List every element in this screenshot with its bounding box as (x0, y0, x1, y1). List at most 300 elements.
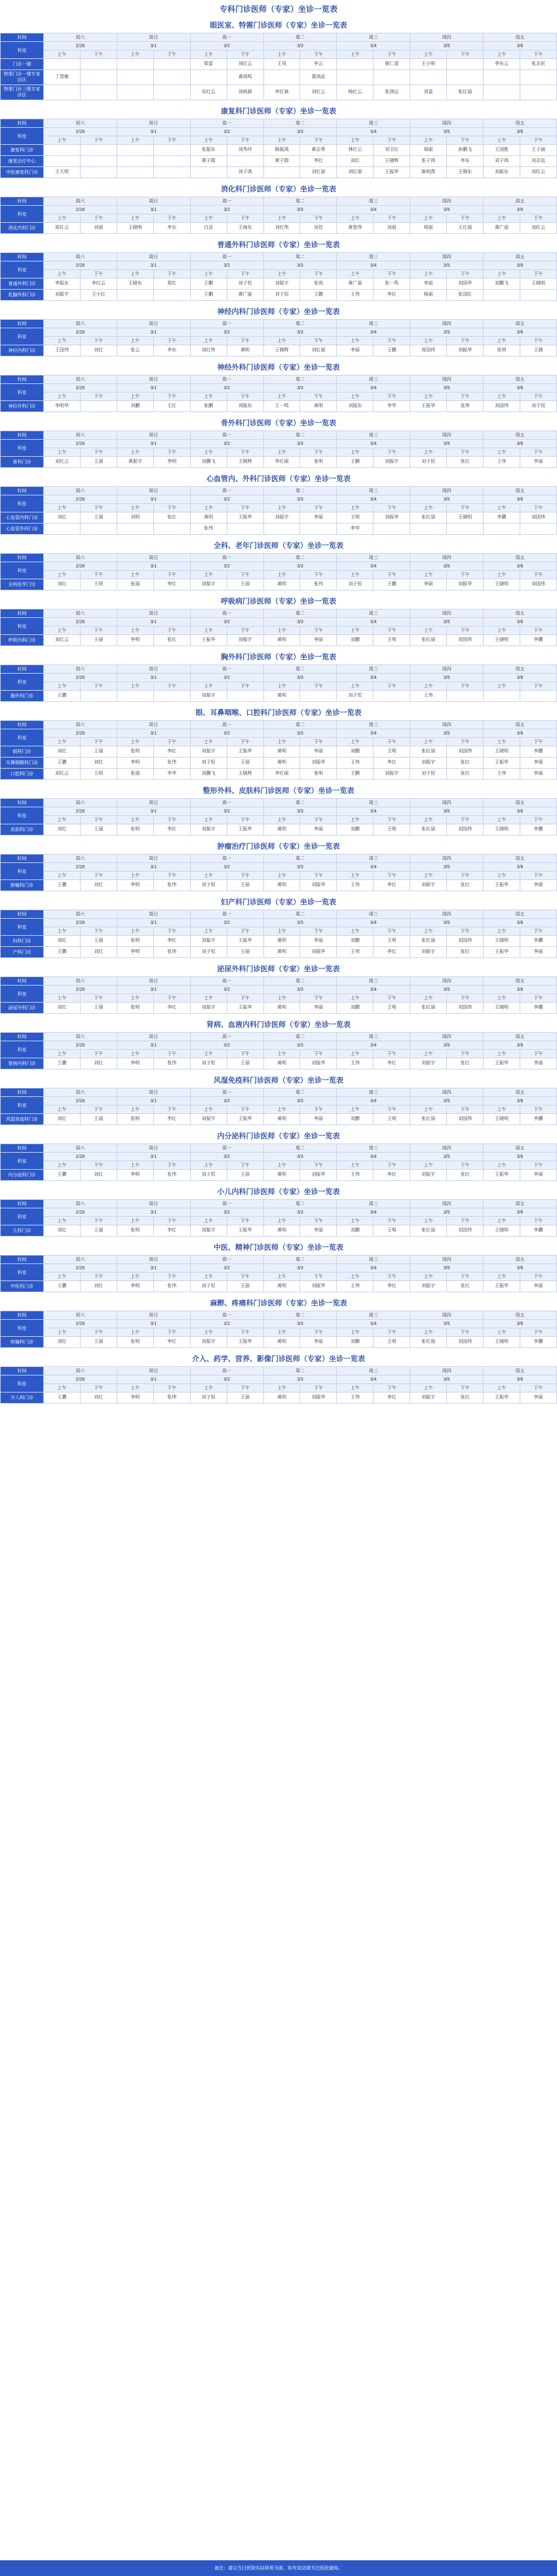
doctor-name[interactable]: 李丽 (533, 883, 543, 887)
doctor-name[interactable]: 李丽 (313, 827, 323, 832)
doctor-name[interactable]: 张云 (130, 348, 140, 353)
doctor-name[interactable]: 李东 (167, 225, 177, 230)
doctor-name[interactable]: 刘振宇 (421, 760, 436, 765)
doctor-name[interactable]: 张明 (130, 938, 140, 943)
doctor-name[interactable]: 王丽 (240, 883, 250, 887)
doctor-name[interactable]: 李红 (167, 938, 177, 943)
doctor-name[interactable]: 刘红丽 (348, 170, 362, 174)
doctor-name[interactable]: 胡丽 (423, 147, 433, 152)
doctor-name[interactable]: 张红 (460, 1172, 470, 1177)
doctor-name[interactable]: 刘红 (57, 1228, 67, 1233)
doctor-name[interactable]: 李鹏 (533, 1005, 543, 1010)
doctor-name[interactable]: 刘红云 (311, 90, 326, 94)
doctor-name[interactable]: 张红丽 (421, 1005, 436, 1010)
doctor-name[interactable]: 刘振宇 (201, 749, 216, 754)
doctor-name[interactable]: 张红 (460, 1061, 470, 1066)
doctor-name[interactable]: 王明 (387, 827, 396, 832)
doctor-name[interactable]: 李丽 (313, 938, 323, 943)
doctor-name[interactable]: 王鹏 (57, 693, 67, 698)
doctor-name[interactable]: 张红 (460, 459, 470, 464)
doctor-name[interactable]: 张丽 (130, 771, 140, 776)
doctor-name[interactable]: 王丽 (94, 1005, 104, 1010)
doctor-name[interactable]: 李红 (387, 292, 396, 297)
doctor-name[interactable]: 刘红丽 (311, 170, 326, 174)
doctor-name[interactable]: 吴红云 (201, 90, 216, 94)
doctor-name[interactable]: 王晓明 (128, 225, 142, 230)
doctor-name[interactable]: 王晓明 (495, 1005, 509, 1010)
doctor-name[interactable]: 刘振宇 (201, 693, 216, 698)
doctor-name[interactable]: 李丽 (350, 348, 360, 353)
doctor-name[interactable]: 刘鹏飞 (495, 281, 509, 286)
doctor-name[interactable]: 李丽 (313, 638, 323, 642)
doctor-name[interactable]: 李丽 (533, 1061, 543, 1066)
doctor-name[interactable]: 王伟 (497, 771, 507, 776)
doctor-name[interactable]: 李鹏 (533, 1228, 543, 1233)
doctor-name[interactable]: 李丽 (313, 1228, 323, 1233)
doctor-name[interactable]: 李丽 (423, 281, 433, 286)
doctor-name[interactable]: 刘振宇 (421, 1061, 436, 1066)
doctor-name[interactable]: 刘振宇 (421, 1395, 436, 1400)
doctor-name[interactable]: 张鸿 (313, 281, 323, 286)
doctor-name[interactable]: 刘红 (94, 1284, 104, 1288)
doctor-name[interactable]: 李红云 (91, 281, 106, 286)
doctor-name[interactable]: 刘振宇 (385, 459, 399, 464)
doctor-name[interactable]: 王鹏 (57, 1172, 67, 1177)
doctor-name[interactable]: 李丽 (533, 1284, 543, 1288)
doctor-name[interactable]: 刘国伟 (458, 827, 472, 832)
doctor-name[interactable]: 刘子恒 (275, 292, 289, 297)
doctor-name[interactable]: 王振华 (238, 1228, 252, 1233)
doctor-name[interactable]: 李丽 (533, 1172, 543, 1177)
doctor-name[interactable]: 李明华 (54, 404, 69, 408)
doctor-name[interactable]: 刘振宇 (201, 582, 216, 586)
doctor-name[interactable]: 王振华 (238, 1005, 252, 1010)
doctor-name[interactable]: 王振华 (495, 950, 509, 954)
doctor-name[interactable]: 李红斌 (275, 90, 289, 94)
doctor-name[interactable]: 王小明 (421, 62, 436, 66)
doctor-name[interactable]: 王伟 (350, 292, 360, 297)
doctor-name[interactable]: 黄智伟 (348, 225, 362, 230)
doctor-name[interactable]: 王丽 (94, 515, 104, 520)
doctor-name[interactable]: 张子鸿 (421, 159, 436, 163)
doctor-name[interactable]: 刘国伟 (458, 638, 472, 642)
doctor-name[interactable]: 刘子恒 (201, 1061, 216, 1066)
doctor-name[interactable]: 李鹏 (533, 749, 543, 754)
doctor-name[interactable]: 张国红 (458, 292, 472, 297)
doctor-name[interactable]: 刘振华 (311, 1395, 326, 1400)
doctor-name[interactable]: 王振华 (238, 827, 252, 832)
doctor-name[interactable]: 李鹏 (497, 515, 507, 520)
doctor-name[interactable]: 刘红 (94, 1395, 104, 1400)
doctor-name[interactable]: 黄明 (277, 1228, 286, 1233)
doctor-name[interactable]: 王明 (387, 749, 396, 754)
doctor-name[interactable]: 王丽 (240, 1172, 250, 1177)
doctor-name[interactable]: 李明 (130, 760, 140, 765)
doctor-name[interactable]: 王鹏 (204, 292, 214, 297)
doctor-name[interactable]: 杨丽 (423, 292, 433, 297)
doctor-name[interactable]: 王鹏 (57, 883, 67, 887)
doctor-name[interactable]: 刘国伟 (495, 404, 509, 408)
doctor-name[interactable]: 李丽 (533, 760, 543, 765)
doctor-name[interactable]: 刘振华 (385, 515, 399, 520)
doctor-name[interactable]: 王丽 (94, 1117, 104, 1121)
doctor-name[interactable]: 刘红云 (54, 638, 69, 642)
doctor-name[interactable]: 王鹏 (387, 348, 396, 353)
doctor-name[interactable]: 张红 (460, 1284, 470, 1288)
doctor-name[interactable]: 王丽 (240, 1395, 250, 1400)
doctor-name[interactable]: 刘红 (94, 1172, 104, 1177)
doctor-name[interactable]: 王丽 (94, 459, 104, 464)
doctor-name[interactable]: 刘振宇 (201, 1005, 216, 1010)
doctor-name[interactable]: 刘振华 (311, 950, 326, 954)
doctor-name[interactable]: 王振华 (238, 749, 252, 754)
doctor-name[interactable]: 王伟 (350, 1172, 360, 1177)
doctor-name[interactable]: 刘振宇 (54, 292, 69, 297)
doctor-name[interactable]: 刘子鸿 (238, 170, 252, 174)
doctor-name[interactable]: 张红 (460, 883, 470, 887)
doctor-name[interactable]: 黄广丽 (238, 292, 252, 297)
doctor-name[interactable]: 王丽 (240, 582, 250, 586)
doctor-name[interactable]: 王明 (387, 1005, 396, 1010)
doctor-name[interactable]: 王伟 (497, 459, 507, 464)
doctor-name[interactable]: 王大明 (54, 170, 69, 174)
doctor-name[interactable]: 张鸿运 (385, 90, 399, 94)
doctor-name[interactable]: 王鹏 (57, 950, 67, 954)
doctor-name[interactable]: 黄明 (277, 1117, 286, 1121)
doctor-name[interactable]: 刘振华 (458, 348, 472, 353)
doctor-name[interactable]: 王振华 (421, 404, 436, 408)
doctor-name[interactable]: 王振华 (495, 1172, 509, 1177)
doctor-name[interactable]: 张明 (130, 1228, 140, 1233)
doctor-name[interactable]: 王振华 (201, 638, 216, 642)
doctor-name[interactable]: 孙鹏飞 (458, 147, 472, 152)
doctor-name[interactable]: 李红 (167, 1228, 177, 1233)
doctor-name[interactable]: 张伟 (313, 582, 323, 586)
doctor-name[interactable]: 刘鹏 (350, 827, 360, 832)
doctor-name[interactable]: 李红 (387, 883, 396, 887)
doctor-name[interactable]: 张伟 (167, 950, 177, 954)
doctor-name[interactable]: 王鹏 (57, 760, 67, 765)
doctor-name[interactable]: 李华 (350, 526, 360, 531)
doctor-name[interactable]: 李东云 (495, 62, 509, 66)
doctor-name[interactable]: 王丽 (94, 638, 104, 642)
doctor-name[interactable]: 张伟 (460, 404, 470, 408)
doctor-name[interactable]: 王明 (387, 1117, 396, 1121)
doctor-name[interactable]: 黄仁清 (385, 62, 399, 66)
doctor-name[interactable]: 黄明 (204, 515, 214, 520)
doctor-name[interactable]: 刘振华 (311, 883, 326, 887)
doctor-name[interactable]: 刘子恒 (421, 459, 436, 464)
doctor-name[interactable]: 王振华 (495, 760, 509, 765)
doctor-name[interactable]: 刘国伟 (458, 1005, 472, 1010)
doctor-name[interactable]: 王明 (387, 638, 396, 642)
doctor-name[interactable]: 王晓 (533, 348, 543, 353)
doctor-name[interactable]: 王伟 (350, 1395, 360, 1400)
doctor-name[interactable]: 李鹏 (533, 938, 543, 943)
doctor-name[interactable]: 李鹏 (533, 1339, 543, 1344)
doctor-name[interactable]: 刘国伟 (458, 938, 472, 943)
doctor-name[interactable]: 王明 (350, 515, 360, 520)
doctor-name[interactable]: 李红 (387, 1172, 396, 1177)
doctor-name[interactable]: 张伟 (167, 1395, 177, 1400)
doctor-name[interactable]: 刘子恒 (238, 281, 252, 286)
doctor-name[interactable]: 王丽 (94, 1228, 104, 1233)
doctor-name[interactable]: 张明 (130, 1005, 140, 1010)
doctor-name[interactable]: 张红丽 (421, 1117, 436, 1121)
doctor-name[interactable]: 黄明 (277, 938, 286, 943)
doctor-name[interactable]: 李振东 (54, 281, 69, 286)
doctor-name[interactable]: 刘振宇 (201, 1339, 216, 1344)
doctor-name[interactable]: 李红 (167, 1339, 177, 1344)
doctor-name[interactable]: 胡丽 (423, 225, 433, 230)
doctor-name[interactable]: 李明 (130, 1061, 140, 1066)
doctor-name[interactable]: 李云 (313, 62, 323, 66)
doctor-name[interactable]: 刘振宇 (421, 950, 436, 954)
doctor-name[interactable]: 刘红 (57, 515, 67, 520)
doctor-name[interactable]: 李丽 (533, 771, 543, 776)
doctor-name[interactable]: 刘红伟 (201, 348, 216, 353)
doctor-name[interactable]: 王丽 (94, 1339, 104, 1344)
doctor-name[interactable]: 刘红 (57, 1339, 67, 1344)
doctor-name[interactable]: 黄明 (277, 883, 286, 887)
doctor-name[interactable]: 刘鹏 (350, 1339, 360, 1344)
doctor-name[interactable]: 李红 (387, 950, 396, 954)
doctor-name[interactable]: 黄广丽 (348, 281, 362, 286)
doctor-name[interactable]: 黄明 (277, 638, 286, 642)
doctor-name[interactable]: 刘明 (130, 515, 140, 520)
doctor-name[interactable]: 李华 (387, 404, 396, 408)
doctor-name[interactable]: 李明 (130, 1284, 140, 1288)
doctor-name[interactable]: 张红丽 (458, 90, 472, 94)
doctor-name[interactable]: 刘子恒 (348, 693, 362, 698)
doctor-name[interactable]: 王红 (167, 404, 177, 408)
doctor-name[interactable]: 李红丽 (275, 459, 289, 464)
doctor-name[interactable]: 王晓东 (128, 281, 142, 286)
doctor-name[interactable]: 李红 (167, 582, 177, 586)
doctor-name[interactable]: 王振华 (238, 1117, 252, 1121)
doctor-name[interactable]: 李丽 (313, 1005, 323, 1010)
doctor-name[interactable]: 黄明 (240, 348, 250, 353)
doctor-name[interactable]: 王伟 (350, 883, 360, 887)
doctor-name[interactable]: 刘红 (94, 950, 104, 954)
doctor-name[interactable]: 刘振宇 (275, 281, 289, 286)
doctor-name[interactable]: 李丽 (313, 1339, 323, 1344)
doctor-name[interactable]: 黄鸿鸣 (238, 75, 252, 79)
doctor-name[interactable]: 张明 (497, 348, 507, 353)
doctor-name[interactable]: 刘卫红 (385, 147, 399, 152)
doctor-name[interactable]: 刘国伟 (458, 1228, 472, 1233)
doctor-name[interactable]: 刘振宇 (421, 883, 436, 887)
doctor-name[interactable]: 刘振宇 (201, 1117, 216, 1121)
doctor-name[interactable]: 刘振东 (348, 404, 362, 408)
doctor-name[interactable]: 李红 (387, 1061, 396, 1066)
doctor-name[interactable]: 刘红 (57, 582, 67, 586)
doctor-name[interactable]: 李明 (167, 459, 177, 464)
doctor-name[interactable]: 王丽 (94, 749, 104, 754)
doctor-name[interactable]: 黄子娟 (275, 159, 289, 163)
doctor-name[interactable]: 张红丽 (421, 515, 436, 520)
doctor-name[interactable]: 王晓东 (458, 170, 472, 174)
doctor-name[interactable]: 王鹏 (350, 459, 360, 464)
doctor-name[interactable]: 王伟 (350, 1061, 360, 1066)
doctor-name[interactable]: 王晓明 (495, 1228, 509, 1233)
doctor-name[interactable]: 刘红 (57, 1005, 67, 1010)
doctor-name[interactable]: 张红 (167, 515, 177, 520)
doctor-name[interactable]: 王晓明 (495, 938, 509, 943)
doctor-name[interactable]: 黄明 (277, 693, 286, 698)
doctor-name[interactable]: 李丽 (313, 749, 323, 754)
doctor-name[interactable]: 刘振华 (311, 1061, 326, 1066)
doctor-name[interactable]: 张明 (130, 1339, 140, 1344)
doctor-name[interactable]: 周国伟 (421, 348, 436, 353)
doctor-name[interactable]: 王伟 (423, 693, 433, 698)
doctor-name[interactable]: 王丽 (94, 938, 104, 943)
doctor-name[interactable]: 李明 (130, 950, 140, 954)
doctor-name[interactable]: 张红 (460, 771, 470, 776)
doctor-name[interactable]: 刘振宇 (201, 938, 216, 943)
doctor-name[interactable]: 刘振宇 (275, 515, 289, 520)
doctor-name[interactable]: 张伟 (167, 1284, 177, 1288)
doctor-name[interactable]: 王凤 (277, 62, 286, 66)
doctor-name[interactable]: 王振华 (495, 1284, 509, 1288)
doctor-name[interactable]: 黄明 (277, 1284, 286, 1288)
doctor-name[interactable]: 王伟 (350, 950, 360, 954)
doctor-name[interactable]: 李明 (130, 1395, 140, 1400)
doctor-name[interactable]: 刘鹏 (350, 1228, 360, 1233)
doctor-name[interactable]: 刘振东 (238, 404, 252, 408)
doctor-name[interactable]: 王晓明 (531, 281, 545, 286)
doctor-name[interactable]: 刘红云 (238, 62, 252, 66)
doctor-name[interactable]: 张红丽 (421, 749, 436, 754)
doctor-name[interactable]: 刘红云 (54, 771, 69, 776)
doctor-name[interactable]: 刘国伟 (458, 749, 472, 754)
doctor-name[interactable]: 黄明 (277, 1005, 286, 1010)
doctor-name[interactable]: 李红丽 (275, 771, 289, 776)
doctor-name[interactable]: 黄明 (277, 827, 286, 832)
doctor-name[interactable]: 王国伟 (54, 348, 69, 353)
doctor-name[interactable]: 刘国伟 (531, 515, 545, 520)
doctor-name[interactable]: 王一鸣 (275, 404, 289, 408)
doctor-name[interactable]: 李红 (313, 159, 323, 163)
doctor-name[interactable]: 刘鹏飞 (201, 771, 216, 776)
doctor-name[interactable]: 刘红 (94, 883, 104, 887)
doctor-name[interactable]: 王丽 (240, 760, 250, 765)
doctor-name[interactable]: 刘红云 (531, 170, 545, 174)
doctor-name[interactable]: 张伟 (167, 1061, 177, 1066)
doctor-name[interactable]: 刘振宇 (201, 1228, 216, 1233)
doctor-name[interactable]: 李丽 (423, 582, 433, 586)
doctor-name[interactable]: 刘子恒 (201, 760, 216, 765)
doctor-name[interactable]: 刘鹏 (130, 404, 140, 408)
doctor-name[interactable]: 李华 (167, 771, 177, 776)
doctor-name[interactable]: 王国胜 (495, 147, 509, 152)
doctor-name[interactable]: 刘红 (57, 1117, 67, 1121)
doctor-name[interactable]: 李丽 (313, 1117, 323, 1121)
doctor-name[interactable]: 王丽 (94, 827, 104, 832)
doctor-name[interactable]: 张红丽 (421, 1339, 436, 1344)
doctor-name[interactable]: 王晓明 (495, 1339, 509, 1344)
doctor-name[interactable]: 李红 (167, 1005, 177, 1010)
doctor-name[interactable]: 刘振华 (311, 1284, 326, 1288)
doctor-name[interactable]: 陈明燕 (421, 170, 436, 174)
doctor-name[interactable]: 李丽 (533, 1395, 543, 1400)
doctor-name[interactable]: 王明 (94, 582, 104, 586)
doctor-name[interactable]: 张红 (460, 760, 470, 765)
doctor-name[interactable]: 王振华 (385, 170, 399, 174)
doctor-name[interactable]: 刘国华 (458, 281, 472, 286)
doctor-name[interactable]: 张红丽 (421, 938, 436, 943)
doctor-name[interactable]: 郑红云 (54, 225, 69, 230)
doctor-name[interactable]: 刘振宇 (385, 771, 399, 776)
doctor-name[interactable]: 黄明 (277, 760, 286, 765)
doctor-name[interactable]: 王明 (94, 771, 104, 776)
doctor-name[interactable]: 王伟 (350, 760, 360, 765)
doctor-name[interactable]: 王鹏 (57, 1061, 67, 1066)
doctor-name[interactable]: 刘振宇 (421, 1284, 436, 1288)
doctor-name[interactable]: 张明 (130, 827, 140, 832)
doctor-name[interactable]: 王鹏 (204, 281, 214, 286)
doctor-name[interactable]: 黄明 (277, 1061, 286, 1066)
doctor-name[interactable]: 李鹏 (533, 1117, 543, 1121)
doctor-name[interactable]: 王晓明 (495, 582, 509, 586)
doctor-name[interactable]: 郑红 (167, 281, 177, 286)
doctor-name[interactable]: 王晓辉 (275, 348, 289, 353)
doctor-name[interactable]: 张明 (313, 459, 323, 464)
doctor-name[interactable]: 刘振华 (311, 760, 326, 765)
doctor-name[interactable]: 王晓辉 (238, 771, 252, 776)
doctor-name[interactable]: 黄志勇 (311, 147, 326, 152)
doctor-name[interactable]: 张明 (130, 749, 140, 754)
doctor-name[interactable]: 黄明 (277, 582, 286, 586)
doctor-name[interactable]: 李东 (460, 159, 470, 163)
doctor-name[interactable]: 黄明 (277, 749, 286, 754)
doctor-name[interactable]: 张一鸣 (385, 281, 399, 286)
doctor-name[interactable]: 王振华 (495, 883, 509, 887)
doctor-name[interactable]: 李明 (130, 883, 140, 887)
doctor-name[interactable]: 李丽 (533, 950, 543, 954)
doctor-name[interactable]: 张红 (460, 1395, 470, 1400)
doctor-name[interactable]: 刘国伟 (458, 1339, 472, 1344)
doctor-name[interactable]: 王晓辉 (238, 459, 252, 464)
doctor-name[interactable]: 黄明 (277, 950, 286, 954)
doctor-name[interactable]: 刘红 (57, 827, 67, 832)
doctor-name[interactable]: 王振华 (238, 938, 252, 943)
doctor-name[interactable]: 刘佳 (313, 225, 323, 230)
doctor-name[interactable]: 李明 (130, 638, 140, 642)
doctor-name[interactable]: 刘红 (57, 749, 67, 754)
doctor-name[interactable]: 李丽 (313, 515, 323, 520)
doctor-name[interactable]: 张鹏 (204, 404, 214, 408)
doctor-name[interactable]: 黄子娟 (201, 159, 216, 163)
doctor-name[interactable]: 王鹏 (387, 582, 396, 586)
doctor-name[interactable]: 王振华 (238, 515, 252, 520)
doctor-name[interactable]: 刘振宇 (238, 638, 252, 642)
doctor-name[interactable]: 李红 (387, 760, 396, 765)
doctor-name[interactable]: 刘鹏 (350, 749, 360, 754)
doctor-name[interactable]: 王鹏 (313, 292, 323, 297)
doctor-name[interactable]: 刘丽 (94, 225, 104, 230)
doctor-name[interactable]: 刘鹏 (350, 638, 360, 642)
doctor-name[interactable]: 刘红云 (54, 459, 69, 464)
doctor-name[interactable]: 黄明 (277, 1339, 286, 1344)
doctor-name[interactable]: 刘鹏 (350, 938, 360, 943)
doctor-name[interactable]: 王振华 (238, 1339, 252, 1344)
doctor-name[interactable]: 王振华 (495, 1395, 509, 1400)
doctor-name[interactable]: 李红 (167, 1117, 177, 1121)
doctor-name[interactable]: 刘红 (350, 159, 360, 163)
doctor-name[interactable]: 刘志远 (531, 159, 545, 163)
doctor-name[interactable]: 杨红云 (348, 90, 362, 94)
